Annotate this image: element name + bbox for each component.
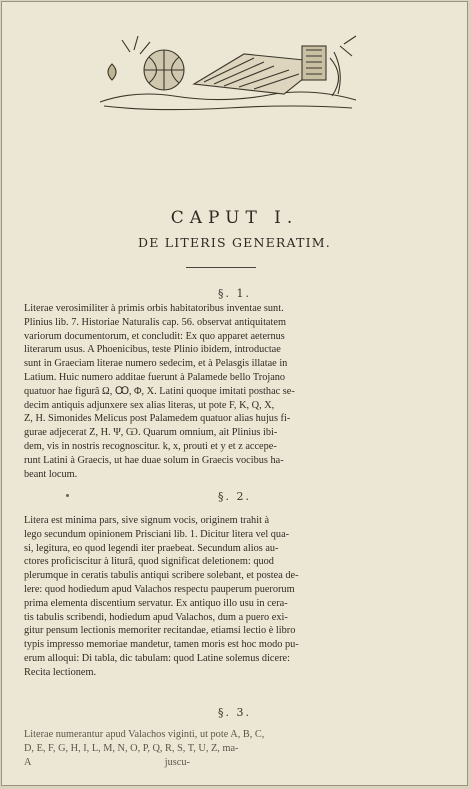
ornamental-vignette bbox=[94, 32, 362, 114]
paragraph-line: quatuor hae figurâ Ω, Ꝏ, Φ, X. Latini quoque imitati posthac se- bbox=[24, 385, 295, 397]
chapter-title: CAPUT I. bbox=[170, 208, 299, 228]
paragraph-line: sunt in Graeciam literae numero sedecim, et à Pelasgis illatae in bbox=[24, 358, 288, 370]
paragraph-line: dem, vis in nostris recognoscitur. k, x, prouti et y et z accepe- bbox=[24, 440, 277, 452]
paragraph-line: si, legitura, eo quod legendi iter praebeat. Secundum alios au- bbox=[24, 542, 279, 554]
paragraph-line: Litera est minima pars, sive signum vocis, originem trahit à bbox=[24, 515, 270, 526]
paragraph-line: variorum documentorum, et concludit: Ex quo apparet aeternus bbox=[24, 330, 285, 342]
paragraph-line: D, E, F, G, H, I, L, M, N, O, P, Q, R, S, T, U, Z, ma- bbox=[24, 742, 239, 754]
paragraph-line: prima elementa discentium servatur. Ex antiquo illo usu in cera- bbox=[24, 597, 288, 609]
paragraph-line: Literae verosimiliter à primis orbis habitatoribus inventae sunt. bbox=[24, 303, 284, 314]
paragraph-line: Recita lectionem. bbox=[24, 666, 97, 678]
paragraph-line: Latium. Huic numero additae fuerunt à Palamede bello Trojano bbox=[24, 371, 286, 383]
section-paragraph bbox=[24, 302, 442, 481]
paragraph-line: Z, H. Simonides Melicus post Palamedem quatuor alias hujus fi- bbox=[24, 413, 291, 425]
book-page bbox=[1, 1, 468, 786]
section-heading: §. 3. bbox=[218, 706, 251, 719]
paragraph-line: A juscu- bbox=[24, 756, 190, 768]
paragraph-line: plerumque in ceratis tabulis antiqui scribere solebant, et postea de- bbox=[24, 570, 299, 582]
paragraph-line: literarum usus. A Phoenicibus, teste Plinio ibidem, introductae bbox=[24, 344, 281, 356]
paragraph-line: gitur pensum lectionis memoriter recitandae, etiamsi lectio è libro bbox=[24, 625, 296, 637]
paragraph-line: runt Latini à Graecis, ut hae duae solum in Graecis vocibus ha- bbox=[24, 454, 284, 466]
paragraph-line: Literae numerantur apud Valachos viginti, ut pote A, B, C, bbox=[24, 729, 265, 740]
paragraph-line: ctores proficiscitur à liturâ, quod significat deletionem: quod bbox=[24, 556, 274, 568]
section-heading: §. 2. bbox=[218, 490, 251, 503]
section-paragraph bbox=[24, 514, 442, 680]
chapter-subtitle: DE LITERIS GENERATIM. bbox=[138, 235, 331, 250]
section-heading: §. 1. bbox=[218, 287, 251, 300]
paragraph-line: gurae adjecerat Z, H. Ψ, Ѡ. Quarum omnium, ait Plinius ibi- bbox=[24, 427, 278, 439]
paragraph-line: lego secundum opinionem Prisciani lib. 1. Dicitur litera vel qua- bbox=[24, 528, 290, 540]
paragraph-line: decim antiquis adjunxere sex alias literas, ut pote F, K, Q, X, bbox=[24, 399, 275, 411]
title-divider bbox=[186, 267, 256, 268]
paragraph-line: lere: quod hodiedum apud Valachos respectu pauperum puerorum bbox=[24, 583, 295, 595]
paragraph-line: erum alloqui: Di tabla, dic tabulam: quod Latine solemus dicere: bbox=[24, 652, 290, 664]
section-paragraph bbox=[24, 728, 442, 769]
paragraph-line: Plinius lib. 7. Historiae Naturalis cap. 56. observat antiquitatem bbox=[24, 316, 286, 328]
paragraph-line: beant locum. bbox=[24, 468, 78, 480]
paragraph-line: tis tabulis scribendi, hodiedum apud Valachos, dum a puero exi- bbox=[24, 611, 288, 623]
paragraph-line: typis impresso memoriae mandetur, tamen moris est hoc modo pu- bbox=[24, 639, 299, 651]
